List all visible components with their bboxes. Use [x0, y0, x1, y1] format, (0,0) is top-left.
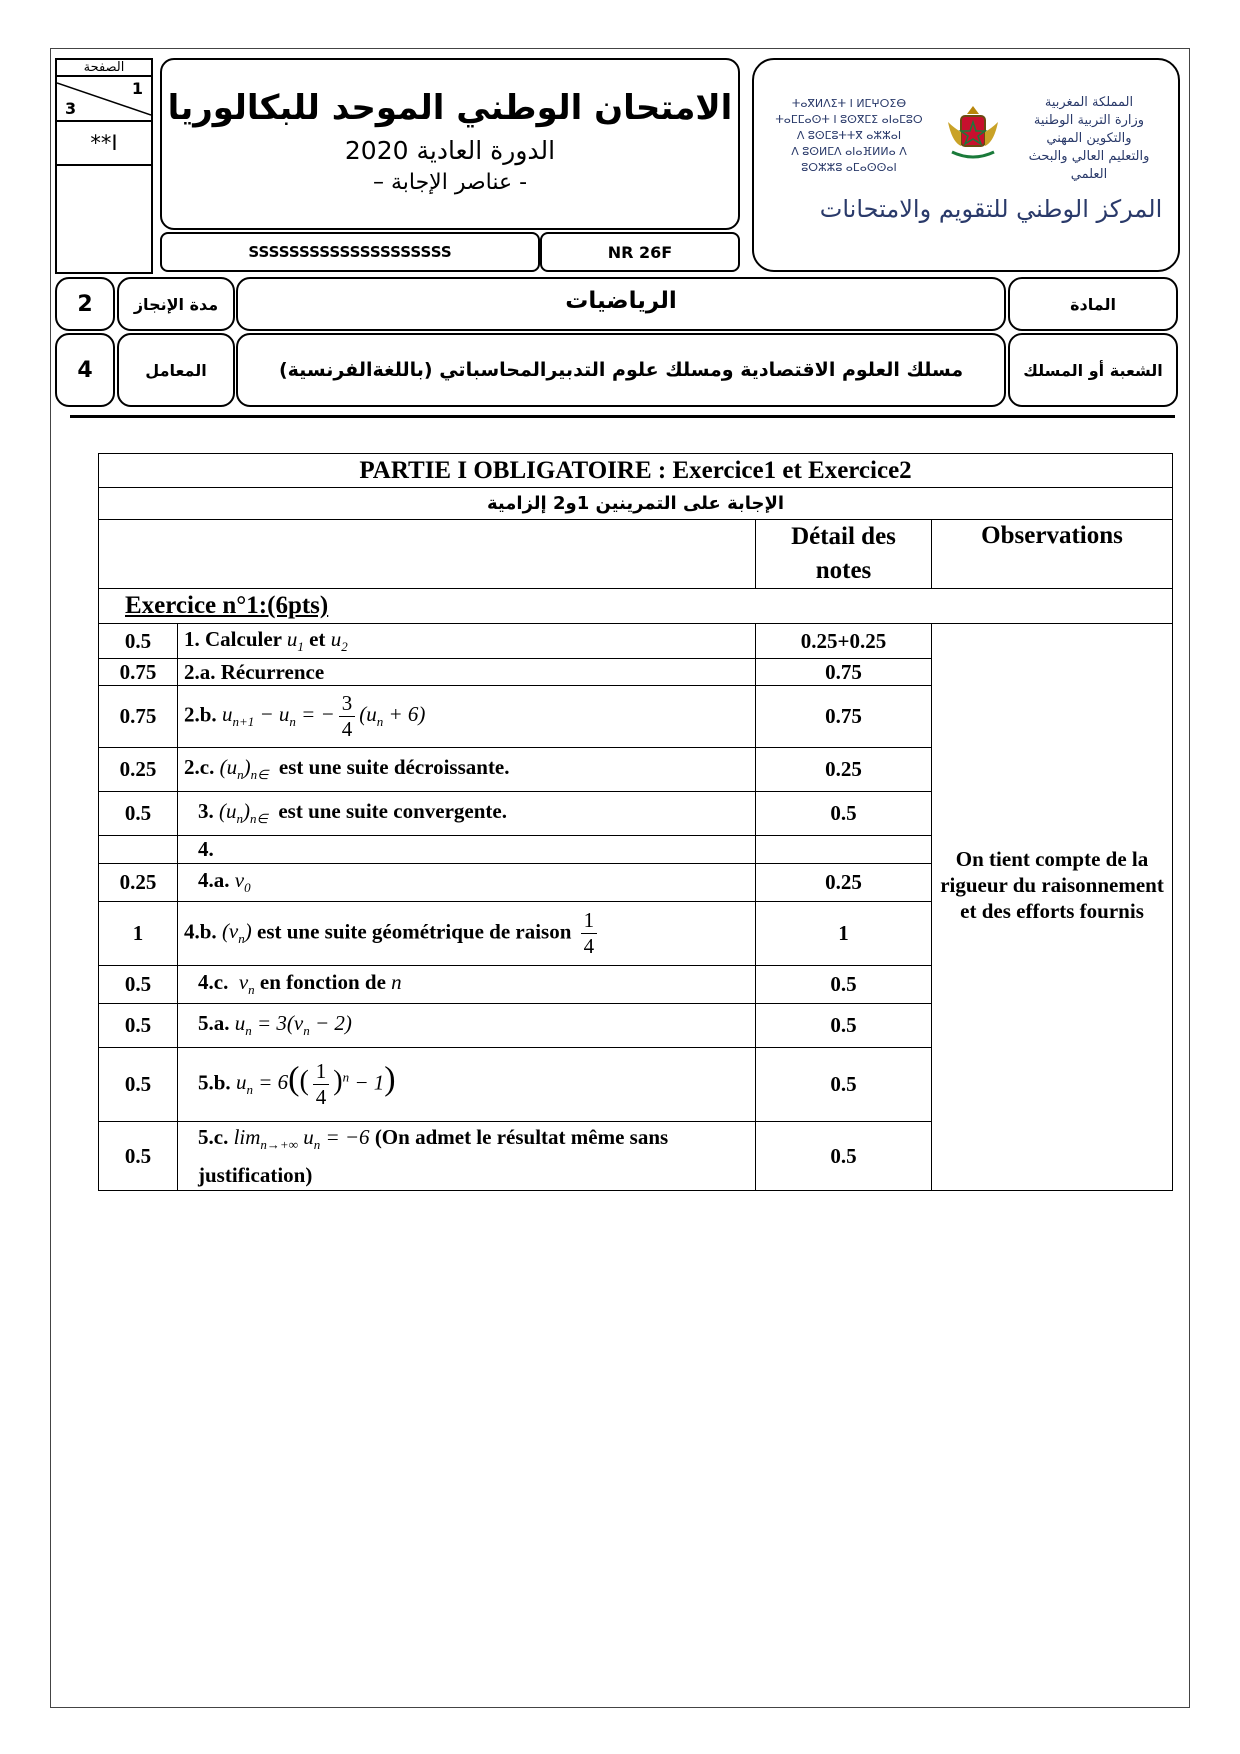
- ministry-box: [752, 58, 1180, 272]
- table-row: 0.75 2.b. $u_{n+1} - u_n$ = − $\frac{3}{4}$ $(u_n + 6)$ 0.75: [99, 686, 1173, 748]
- col-obs-header: Observations: [932, 520, 1173, 589]
- exam-title: الامتحان الوطني الموحد للبكالوريا: [167, 88, 733, 128]
- page-current: 1: [131, 79, 143, 98]
- page-number-box: [55, 58, 153, 274]
- coef-value: 4: [55, 333, 115, 407]
- duration-value: 2: [55, 277, 115, 331]
- table-row: 1 4.b. $(v_n)$ est une suite géométrique de raison $\frac{1}{4}$ 1: [99, 902, 1173, 966]
- duration-label: مدة الإنجاز: [117, 277, 235, 331]
- stream-label: الشعبة أو المسلك: [1008, 333, 1178, 407]
- center-name: المركز الوطني للتقويم والامتحانات: [819, 195, 1163, 223]
- ministry-arabic: المملكة المغربية وزارة التربية الوطنية والتكوين المهني والتعليم العالي والبحث العلمي: [1028, 95, 1150, 182]
- exam-session: الدورة العادية 2020: [344, 136, 556, 165]
- table-row: 0.5 3. $(u_n)_{n\in}$ est une suite convergente. 0.5: [99, 792, 1173, 836]
- table-row: 0.75 2.a. Récurrence 0.75: [99, 659, 1173, 686]
- part-title: PARTIE I OBLIGATOIRE : Exercice1 et Exercice2: [99, 454, 1173, 488]
- answer-table: [98, 453, 1173, 1191]
- table-row: 0.5 5.b. $u_n = 6$(( $\frac{1}{4}$ )$^n$ − 1) 0.5: [99, 1048, 1173, 1122]
- exercise-title: Exercice n°1:(6pts): [125, 592, 329, 619]
- exam-title-box: [160, 58, 740, 230]
- table-row: 0.5 4.c. $v_n$ en fonction de n 0.5: [99, 966, 1173, 1004]
- subject-label: المادة: [1008, 277, 1178, 331]
- table-row: 0.5 5.c. $\lim_{n\to+\infty} u_n = -6$ (On admet le résultat même sans justification) 0.5: [99, 1122, 1173, 1191]
- table-row: 4.: [99, 836, 1173, 864]
- stream: مسلك العلوم الاقتصادية ومسلك علوم التدبيرالمحاسباتي (باللغةالفرنسية): [236, 333, 1006, 407]
- coef-label: المعامل: [117, 333, 235, 407]
- table-row: 0.25 2.c. $(u_n)_{n\in}$ est une suite décroissante. 0.25: [99, 748, 1173, 792]
- ministry-tifinagh: ⵜⴰⴳⵍⴷⵉⵜ ⵏ ⵍⵎⵖⵔⵉⴱ ⵜⴰⵎⵎⴰⵙⵜ ⵏ ⵓⵙⴳⵎⵉ ⴰⵏⴰⵎⵓⵔ ⴷ ⵓⵙⵎⵓⵜⵜⴳ ⴰⵣⵣⴰⵏ ⴷ ⵓⵙⵍⵎⴷ ⴰⵏⴰⴼⵍⵍⴰ ⴷ ⵓⵔⵣⵣⵓ ⴰⵎⴰⵙⵙⴰⵏ: [775, 97, 923, 174]
- part-title-ar: الإجابة على التمرينين 1و2 إلزامية: [99, 488, 1173, 520]
- page-label: الصفحة: [83, 60, 125, 75]
- table-row: 0.5 1. Calculer $u_1$ et $u_2$ 0.25+0.25 On tient compte de la rigueur du raisonnement et des efforts fournis: [99, 624, 1173, 659]
- table-row: 0.5 5.a. $u_n = 3(v_n - 2)$ 0.5: [99, 1004, 1173, 1048]
- answer-key-label: - عناصر الإجابة –: [372, 170, 528, 195]
- page-fraction: [57, 77, 151, 122]
- table-row: 0.25 4.a. $v_0$ 0.25: [99, 864, 1173, 902]
- col-detail-header: Détail des notes: [756, 520, 932, 589]
- code-right: NR 26F: [607, 242, 673, 262]
- coat-of-arms-icon: [944, 102, 1002, 166]
- header-divider: [70, 415, 1175, 418]
- code-left: SSSSSSSSSSSSSSSSSSSS: [248, 243, 452, 261]
- page-code: **I: [57, 122, 151, 166]
- subject: الرياضيات: [236, 277, 1006, 331]
- observation-note: On tient compte de la rigueur du raisonnement et des efforts fournis: [932, 624, 1173, 1191]
- page-total: 3: [65, 99, 77, 118]
